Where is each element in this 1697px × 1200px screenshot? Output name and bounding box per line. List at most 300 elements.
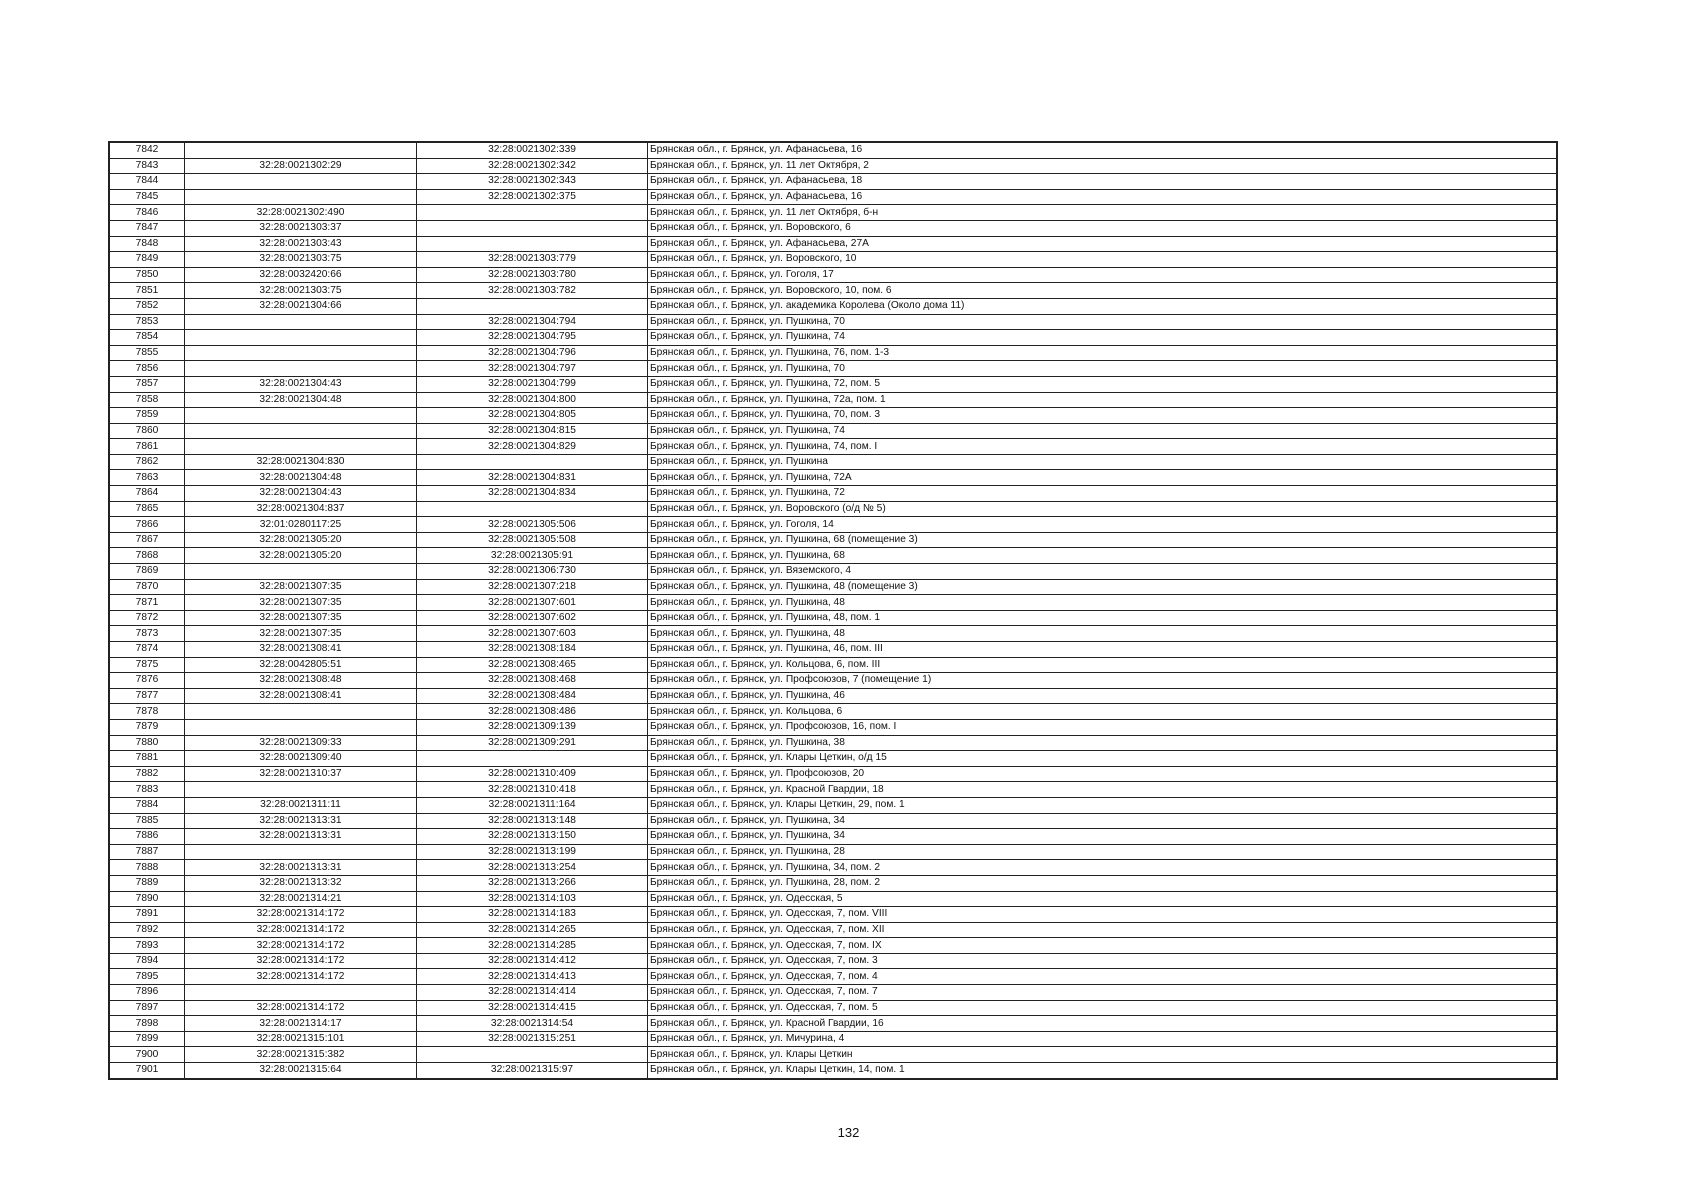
table-row <box>110 766 1557 782</box>
row-number-cell: 7872 <box>110 610 185 626</box>
table-row <box>110 782 1557 798</box>
row-number-cell: 7880 <box>110 735 185 751</box>
address-cell: Брянская обл., г. Брянск, ул. Пушкина, 72, пом. 5 <box>648 376 1557 392</box>
object-cadastral-number-cell <box>417 298 648 314</box>
land-cadastral-number-cell: 32:28:0021314:172 <box>185 922 417 938</box>
address-cell: Брянская обл., г. Брянск, ул. Одесская, 5 <box>648 891 1557 907</box>
address-cell: Брянская обл., г. Брянск, ул. Пушкина, 38 <box>648 735 1557 751</box>
address-cell: Брянская обл., г. Брянск, ул. Воровского, 6 <box>648 220 1557 236</box>
address-cell: Брянская обл., г. Брянск, ул. Пушкина, 74 <box>648 423 1557 439</box>
object-cadastral-number-cell: 32:28:0021304:829 <box>417 439 648 455</box>
object-cadastral-number-cell: 32:28:0021313:266 <box>417 875 648 891</box>
land-cadastral-number-cell <box>185 564 417 580</box>
land-cadastral-number-cell <box>185 361 417 377</box>
address-cell: Брянская обл., г. Брянск, ул. Пушкина, 68 <box>648 548 1557 564</box>
row-number-cell: 7879 <box>110 719 185 735</box>
object-cadastral-number-cell: 32:28:0021307:218 <box>417 579 648 595</box>
row-number-cell: 7900 <box>110 1047 185 1063</box>
table-row <box>110 673 1557 689</box>
land-cadastral-number-cell: 32:28:0021304:830 <box>185 454 417 470</box>
row-number-cell: 7856 <box>110 361 185 377</box>
table-row <box>110 220 1557 236</box>
object-cadastral-number-cell <box>417 220 648 236</box>
land-cadastral-number-cell: 32:28:0021303:75 <box>185 252 417 268</box>
table-row <box>110 439 1557 455</box>
table-row <box>110 579 1557 595</box>
row-number-cell: 7843 <box>110 158 185 174</box>
row-number-cell: 7876 <box>110 673 185 689</box>
object-cadastral-number-cell: 32:28:0021308:486 <box>417 704 648 720</box>
row-number-cell: 7860 <box>110 423 185 439</box>
table-row <box>110 158 1557 174</box>
object-cadastral-number-cell: 32:28:0021309:139 <box>417 719 648 735</box>
land-cadastral-number-cell <box>185 174 417 190</box>
table-row <box>110 361 1557 377</box>
address-cell: Брянская обл., г. Брянск, ул. Одесская, 7, пом. 5 <box>648 1000 1557 1016</box>
object-cadastral-number-cell: 32:28:0021308:484 <box>417 688 648 704</box>
land-cadastral-number-cell: 32:28:0021314:172 <box>185 953 417 969</box>
row-number-cell: 7852 <box>110 298 185 314</box>
address-cell: Брянская обл., г. Брянск, ул. 11 лет Октября, б-н <box>648 205 1557 221</box>
row-number-cell: 7885 <box>110 813 185 829</box>
land-cadastral-number-cell: 32:28:0021307:35 <box>185 579 417 595</box>
page-number: 132 <box>837 1125 860 1140</box>
address-cell: Брянская обл., г. Брянск, ул. Пушкина, 76, пом. 1-3 <box>648 345 1557 361</box>
table-row <box>110 470 1557 486</box>
address-cell: Брянская обл., г. Брянск, ул. Одесская, 7, пом. IX <box>648 938 1557 954</box>
address-cell: Брянская обл., г. Брянск, ул. Вяземского, 4 <box>648 564 1557 580</box>
table-row <box>110 454 1557 470</box>
address-cell: Брянская обл., г. Брянск, ул. Одесская, 7, пом. XII <box>648 922 1557 938</box>
object-cadastral-number-cell: 32:28:0021305:506 <box>417 517 648 533</box>
land-cadastral-number-cell: 32:28:0021304:48 <box>185 392 417 408</box>
row-number-cell: 7855 <box>110 345 185 361</box>
address-cell: Брянская обл., г. Брянск, ул. Красной Гвардии, 16 <box>648 1016 1557 1032</box>
table-row <box>110 501 1557 517</box>
object-cadastral-number-cell: 32:28:0021314:265 <box>417 922 648 938</box>
object-cadastral-number-cell: 32:28:0021314:285 <box>417 938 648 954</box>
object-cadastral-number-cell: 32:28:0021304:794 <box>417 314 648 330</box>
table-row <box>110 610 1557 626</box>
row-number-cell: 7887 <box>110 844 185 860</box>
object-cadastral-number-cell: 32:28:0021305:508 <box>417 532 648 548</box>
row-number-cell: 7884 <box>110 797 185 813</box>
object-cadastral-number-cell: 32:28:0021302:339 <box>417 143 648 159</box>
object-cadastral-number-cell: 32:28:0021314:414 <box>417 985 648 1001</box>
table-row <box>110 205 1557 221</box>
land-cadastral-number-cell: 32:28:0021307:35 <box>185 626 417 642</box>
object-cadastral-number-cell <box>417 751 648 767</box>
address-cell: Брянская обл., г. Брянск, ул. Гоголя, 17 <box>648 267 1557 283</box>
land-cadastral-number-cell: 32:28:0021307:35 <box>185 595 417 611</box>
table-row <box>110 236 1557 252</box>
row-number-cell: 7851 <box>110 283 185 299</box>
address-cell: Брянская обл., г. Брянск, ул. Пушкина, 28, пом. 2 <box>648 875 1557 891</box>
object-cadastral-number-cell: 32:28:0021304:800 <box>417 392 648 408</box>
address-cell: Брянская обл., г. Брянск, ул. Афанасьева, 16 <box>648 143 1557 159</box>
address-cell: Брянская обл., г. Брянск, ул. Одесская, 7, пом. 4 <box>648 969 1557 985</box>
address-cell: Брянская обл., г. Брянск, ул. академика Королева (Около дома 11) <box>648 298 1557 314</box>
land-cadastral-number-cell: 32:28:0021309:33 <box>185 735 417 751</box>
row-number-cell: 7895 <box>110 969 185 985</box>
row-number-cell: 7874 <box>110 642 185 658</box>
land-cadastral-number-cell: 32:28:0021314:172 <box>185 1000 417 1016</box>
row-number-cell: 7891 <box>110 907 185 923</box>
object-cadastral-number-cell: 32:28:0021313:148 <box>417 813 648 829</box>
object-cadastral-number-cell: 32:28:0021304:805 <box>417 408 648 424</box>
address-cell: Брянская обл., г. Брянск, ул. Пушкина <box>648 454 1557 470</box>
address-cell: Брянская обл., г. Брянск, ул. Пушкина, 72 <box>648 486 1557 502</box>
object-cadastral-number-cell: 32:28:0021307:603 <box>417 626 648 642</box>
table-row <box>110 922 1557 938</box>
land-cadastral-number-cell: 32:28:0021310:37 <box>185 766 417 782</box>
address-cell: Брянская обл., г. Брянск, ул. Пушкина, 70, пом. 3 <box>648 408 1557 424</box>
object-cadastral-number-cell: 32:28:0021304:831 <box>417 470 648 486</box>
object-cadastral-number-cell <box>417 1047 648 1063</box>
object-cadastral-number-cell: 32:28:0021315:97 <box>417 1063 648 1079</box>
land-cadastral-number-cell: 32:28:0021313:31 <box>185 813 417 829</box>
land-cadastral-number-cell: 32:28:0021303:43 <box>185 236 417 252</box>
row-number-cell: 7893 <box>110 938 185 954</box>
table-row <box>110 860 1557 876</box>
row-number-cell: 7894 <box>110 953 185 969</box>
table-row <box>110 486 1557 502</box>
object-cadastral-number-cell: 32:28:0021304:795 <box>417 330 648 346</box>
land-cadastral-number-cell: 32:28:0032420:66 <box>185 267 417 283</box>
object-cadastral-number-cell <box>417 501 648 517</box>
object-cadastral-number-cell: 32:28:0021304:815 <box>417 423 648 439</box>
table-row <box>110 797 1557 813</box>
object-cadastral-number-cell: 32:28:0021303:780 <box>417 267 648 283</box>
address-cell: Брянская обл., г. Брянск, ул. Воровского, 10, пом. 6 <box>648 283 1557 299</box>
table-row <box>110 891 1557 907</box>
address-cell: Брянская обл., г. Брянск, ул. Пушкина, 68 (помещение 3) <box>648 532 1557 548</box>
row-number-cell: 7878 <box>110 704 185 720</box>
land-cadastral-number-cell <box>185 189 417 205</box>
address-cell: Брянская обл., г. Брянск, ул. Красной Гвардии, 18 <box>648 782 1557 798</box>
address-cell: Брянская обл., г. Брянск, ул. Афанасьева, 18 <box>648 174 1557 190</box>
table-row <box>110 392 1557 408</box>
row-number-cell: 7888 <box>110 860 185 876</box>
table-row <box>110 532 1557 548</box>
table-row <box>110 517 1557 533</box>
table-row <box>110 345 1557 361</box>
row-number-cell: 7861 <box>110 439 185 455</box>
land-cadastral-number-cell: 32:28:0042805:51 <box>185 657 417 673</box>
address-cell: Брянская обл., г. Брянск, ул. Профсоюзов, 20 <box>648 766 1557 782</box>
land-cadastral-number-cell: 32:28:0021314:172 <box>185 938 417 954</box>
table-row <box>110 875 1557 891</box>
registry-table <box>109 142 1557 1079</box>
object-cadastral-number-cell: 32:28:0021313:150 <box>417 829 648 845</box>
row-number-cell: 7854 <box>110 330 185 346</box>
row-number-cell: 7848 <box>110 236 185 252</box>
table-row <box>110 314 1557 330</box>
row-number-cell: 7899 <box>110 1031 185 1047</box>
address-cell: Брянская обл., г. Брянск, ул. Пушкина, 72А <box>648 470 1557 486</box>
table-row <box>110 548 1557 564</box>
land-cadastral-number-cell: 32:28:0021311:11 <box>185 797 417 813</box>
row-number-cell: 7889 <box>110 875 185 891</box>
address-cell: Брянская обл., г. Брянск, ул. Пушкина, 34 <box>648 829 1557 845</box>
table-row <box>110 735 1557 751</box>
row-number-cell: 7862 <box>110 454 185 470</box>
address-cell: Брянская обл., г. Брянск, ул. Пушкина, 48 <box>648 626 1557 642</box>
object-cadastral-number-cell: 32:28:0021304:797 <box>417 361 648 377</box>
table-row <box>110 298 1557 314</box>
table-row <box>110 143 1557 159</box>
object-cadastral-number-cell: 32:28:0021304:796 <box>417 345 648 361</box>
table-row <box>110 907 1557 923</box>
row-number-cell: 7877 <box>110 688 185 704</box>
table-row <box>110 283 1557 299</box>
object-cadastral-number-cell: 32:28:0021306:730 <box>417 564 648 580</box>
land-cadastral-number-cell: 32:28:0021315:64 <box>185 1063 417 1079</box>
land-cadastral-number-cell: 32:28:0021314:172 <box>185 907 417 923</box>
land-cadastral-number-cell <box>185 345 417 361</box>
address-cell: Брянская обл., г. Брянск, ул. Профсоюзов, 7 (помещение 1) <box>648 673 1557 689</box>
address-cell: Брянская обл., г. Брянск, ул. Афанасьева, 27А <box>648 236 1557 252</box>
address-cell: Брянская обл., г. Брянск, ул. Клары Цеткин, 14, пом. 1 <box>648 1063 1557 1079</box>
object-cadastral-number-cell: 32:28:0021314:103 <box>417 891 648 907</box>
land-cadastral-number-cell <box>185 782 417 798</box>
address-cell: Брянская обл., г. Брянск, ул. Пушкина, 72а, пом. 1 <box>648 392 1557 408</box>
land-cadastral-number-cell: 32:28:0021313:31 <box>185 860 417 876</box>
object-cadastral-number-cell: 32:28:0021302:343 <box>417 174 648 190</box>
land-cadastral-number-cell: 32:28:0021304:66 <box>185 298 417 314</box>
row-number-cell: 7873 <box>110 626 185 642</box>
land-cadastral-number-cell: 32:28:0021304:43 <box>185 376 417 392</box>
row-number-cell: 7847 <box>110 220 185 236</box>
table-row <box>110 330 1557 346</box>
address-cell: Брянская обл., г. Брянск, ул. Мичурина, 4 <box>648 1031 1557 1047</box>
land-cadastral-number-cell <box>185 423 417 439</box>
land-cadastral-number-cell: 32:28:0021308:41 <box>185 688 417 704</box>
object-cadastral-number-cell: 32:28:0021309:291 <box>417 735 648 751</box>
row-number-cell: 7897 <box>110 1000 185 1016</box>
row-number-cell: 7901 <box>110 1063 185 1079</box>
address-cell: Брянская обл., г. Брянск, ул. Пушкина, 70 <box>648 361 1557 377</box>
object-cadastral-number-cell: 32:28:0021308:465 <box>417 657 648 673</box>
address-cell: Брянская обл., г. Брянск, ул. Пушкина, 74 <box>648 330 1557 346</box>
table-row <box>110 1016 1557 1032</box>
address-cell: Брянская обл., г. Брянск, ул. Кольцова, 6 <box>648 704 1557 720</box>
row-number-cell: 7870 <box>110 579 185 595</box>
table-row <box>110 642 1557 658</box>
address-cell: Брянская обл., г. Брянск, ул. Пушкина, 34, пом. 2 <box>648 860 1557 876</box>
object-cadastral-number-cell: 32:28:0021303:779 <box>417 252 648 268</box>
row-number-cell: 7890 <box>110 891 185 907</box>
row-number-cell: 7845 <box>110 189 185 205</box>
object-cadastral-number-cell: 32:28:0021315:251 <box>417 1031 648 1047</box>
land-cadastral-number-cell: 32:28:0021313:31 <box>185 829 417 845</box>
object-cadastral-number-cell: 32:28:0021314:54 <box>417 1016 648 1032</box>
address-cell: Брянская обл., г. Брянск, ул. Воровского, 10 <box>648 252 1557 268</box>
object-cadastral-number-cell: 32:28:0021313:199 <box>417 844 648 860</box>
address-cell: Брянская обл., г. Брянск, ул. Воровского (о/д № 5) <box>648 501 1557 517</box>
address-cell: Брянская обл., г. Брянск, ул. Одесская, 7, пом. VIII <box>648 907 1557 923</box>
address-cell: Брянская обл., г. Брянск, ул. Клары Цеткин, о/д 15 <box>648 751 1557 767</box>
row-number-cell: 7846 <box>110 205 185 221</box>
address-cell: Брянская обл., г. Брянск, ул. Клары Цеткин <box>648 1047 1557 1063</box>
table-row <box>110 657 1557 673</box>
land-cadastral-number-cell: 32:28:0021309:40 <box>185 751 417 767</box>
land-cadastral-number-cell: 32:28:0021302:490 <box>185 205 417 221</box>
table-row <box>110 813 1557 829</box>
land-cadastral-number-cell: 32:01:0280117:25 <box>185 517 417 533</box>
land-cadastral-number-cell: 32:28:0021313:32 <box>185 875 417 891</box>
row-number-cell: 7849 <box>110 252 185 268</box>
land-cadastral-number-cell: 32:28:0021303:37 <box>185 220 417 236</box>
land-cadastral-number-cell: 32:28:0021302:29 <box>185 158 417 174</box>
land-cadastral-number-cell: 32:28:0021304:48 <box>185 470 417 486</box>
row-number-cell: 7882 <box>110 766 185 782</box>
table-row <box>110 1000 1557 1016</box>
land-cadastral-number-cell <box>185 985 417 1001</box>
table-row <box>110 174 1557 190</box>
land-cadastral-number-cell <box>185 439 417 455</box>
land-cadastral-number-cell: 32:28:0021314:21 <box>185 891 417 907</box>
object-cadastral-number-cell: 32:28:0021314:412 <box>417 953 648 969</box>
row-number-cell: 7867 <box>110 532 185 548</box>
land-cadastral-number-cell: 32:28:0021305:20 <box>185 548 417 564</box>
row-number-cell: 7863 <box>110 470 185 486</box>
land-cadastral-number-cell <box>185 143 417 159</box>
table-row <box>110 376 1557 392</box>
table-row <box>110 985 1557 1001</box>
land-cadastral-number-cell: 32:28:0021308:41 <box>185 642 417 658</box>
row-number-cell: 7857 <box>110 376 185 392</box>
row-number-cell: 7850 <box>110 267 185 283</box>
address-cell: Брянская обл., г. Брянск, ул. Пушкина, 70 <box>648 314 1557 330</box>
table-row <box>110 688 1557 704</box>
row-number-cell: 7869 <box>110 564 185 580</box>
object-cadastral-number-cell: 32:28:0021308:468 <box>417 673 648 689</box>
row-number-cell: 7898 <box>110 1016 185 1032</box>
land-cadastral-number-cell <box>185 408 417 424</box>
object-cadastral-number-cell: 32:28:0021302:375 <box>417 189 648 205</box>
row-number-cell: 7866 <box>110 517 185 533</box>
row-number-cell: 7842 <box>110 143 185 159</box>
address-cell: Брянская обл., г. Брянск, ул. Пушкина, 34 <box>648 813 1557 829</box>
address-cell: Брянская обл., г. Брянск, ул. Пушкина, 46, пом. III <box>648 642 1557 658</box>
row-number-cell: 7853 <box>110 314 185 330</box>
object-cadastral-number-cell: 32:28:0021304:799 <box>417 376 648 392</box>
table-row <box>110 1047 1557 1063</box>
land-cadastral-number-cell: 32:28:0021308:48 <box>185 673 417 689</box>
row-number-cell: 7859 <box>110 408 185 424</box>
land-cadastral-number-cell: 32:28:0021303:75 <box>185 283 417 299</box>
land-cadastral-number-cell: 32:28:0021304:837 <box>185 501 417 517</box>
land-cadastral-number-cell <box>185 719 417 735</box>
land-cadastral-number-cell: 32:28:0021315:101 <box>185 1031 417 1047</box>
land-cadastral-number-cell: 32:28:0021314:17 <box>185 1016 417 1032</box>
row-number-cell: 7858 <box>110 392 185 408</box>
object-cadastral-number-cell: 32:28:0021313:254 <box>417 860 648 876</box>
row-number-cell: 7864 <box>110 486 185 502</box>
object-cadastral-number-cell <box>417 205 648 221</box>
row-number-cell: 7896 <box>110 985 185 1001</box>
land-cadastral-number-cell: 32:28:0021307:35 <box>185 610 417 626</box>
registry-table-body <box>110 143 1557 1079</box>
address-cell: Брянская обл., г. Брянск, ул. 11 лет Октября, 2 <box>648 158 1557 174</box>
row-number-cell: 7865 <box>110 501 185 517</box>
object-cadastral-number-cell: 32:28:0021310:418 <box>417 782 648 798</box>
object-cadastral-number-cell: 32:28:0021302:342 <box>417 158 648 174</box>
land-cadastral-number-cell: 32:28:0021315:382 <box>185 1047 417 1063</box>
row-number-cell: 7881 <box>110 751 185 767</box>
land-cadastral-number-cell: 32:28:0021314:172 <box>185 969 417 985</box>
address-cell: Брянская обл., г. Брянск, ул. Афанасьева, 16 <box>648 189 1557 205</box>
object-cadastral-number-cell: 32:28:0021303:782 <box>417 283 648 299</box>
object-cadastral-number-cell: 32:28:0021310:409 <box>417 766 648 782</box>
object-cadastral-number-cell: 32:28:0021304:834 <box>417 486 648 502</box>
row-number-cell: 7883 <box>110 782 185 798</box>
object-cadastral-number-cell: 32:28:0021314:415 <box>417 1000 648 1016</box>
object-cadastral-number-cell: 32:28:0021311:164 <box>417 797 648 813</box>
table-row <box>110 189 1557 205</box>
table-row <box>110 595 1557 611</box>
table-row <box>110 626 1557 642</box>
land-cadastral-number-cell <box>185 330 417 346</box>
address-cell: Брянская обл., г. Брянск, ул. Профсоюзов, 16, пом. I <box>648 719 1557 735</box>
land-cadastral-number-cell <box>185 704 417 720</box>
row-number-cell: 7892 <box>110 922 185 938</box>
object-cadastral-number-cell: 32:28:0021307:601 <box>417 595 648 611</box>
address-cell: Брянская обл., г. Брянск, ул. Пушкина, 46 <box>648 688 1557 704</box>
table-row <box>110 844 1557 860</box>
table-row <box>110 408 1557 424</box>
row-number-cell: 7875 <box>110 657 185 673</box>
table-row <box>110 829 1557 845</box>
object-cadastral-number-cell: 32:28:0021314:183 <box>417 907 648 923</box>
table-row <box>110 252 1557 268</box>
land-cadastral-number-cell: 32:28:0021305:20 <box>185 532 417 548</box>
land-cadastral-number-cell <box>185 844 417 860</box>
row-number-cell: 7886 <box>110 829 185 845</box>
table-row <box>110 969 1557 985</box>
table-row <box>110 938 1557 954</box>
address-cell: Брянская обл., г. Брянск, ул. Одесская, 7, пом. 7 <box>648 985 1557 1001</box>
object-cadastral-number-cell: 32:28:0021314:413 <box>417 969 648 985</box>
address-cell: Брянская обл., г. Брянск, ул. Пушкина, 28 <box>648 844 1557 860</box>
table-row <box>110 423 1557 439</box>
table-row <box>110 751 1557 767</box>
land-cadastral-number-cell: 32:28:0021304:43 <box>185 486 417 502</box>
table-row <box>110 1031 1557 1047</box>
address-cell: Брянская обл., г. Брянск, ул. Клары Цеткин, 29, пом. 1 <box>648 797 1557 813</box>
table-row <box>110 1063 1557 1079</box>
row-number-cell: 7868 <box>110 548 185 564</box>
address-cell: Брянская обл., г. Брянск, ул. Одесская, 7, пом. 3 <box>648 953 1557 969</box>
table-row <box>110 267 1557 283</box>
object-cadastral-number-cell: 32:28:0021307:602 <box>417 610 648 626</box>
row-number-cell: 7844 <box>110 174 185 190</box>
address-cell: Брянская обл., г. Брянск, ул. Пушкина, 48, пом. 1 <box>648 610 1557 626</box>
table-row <box>110 564 1557 580</box>
object-cadastral-number-cell <box>417 236 648 252</box>
table-row <box>110 704 1557 720</box>
table-row <box>110 719 1557 735</box>
address-cell: Брянская обл., г. Брянск, ул. Гоголя, 14 <box>648 517 1557 533</box>
object-cadastral-number-cell <box>417 454 648 470</box>
row-number-cell: 7871 <box>110 595 185 611</box>
address-cell: Брянская обл., г. Брянск, ул. Пушкина, 74, пом. I <box>648 439 1557 455</box>
object-cadastral-number-cell: 32:28:0021305:91 <box>417 548 648 564</box>
table-row <box>110 953 1557 969</box>
land-cadastral-number-cell <box>185 314 417 330</box>
object-cadastral-number-cell: 32:28:0021308:184 <box>417 642 648 658</box>
